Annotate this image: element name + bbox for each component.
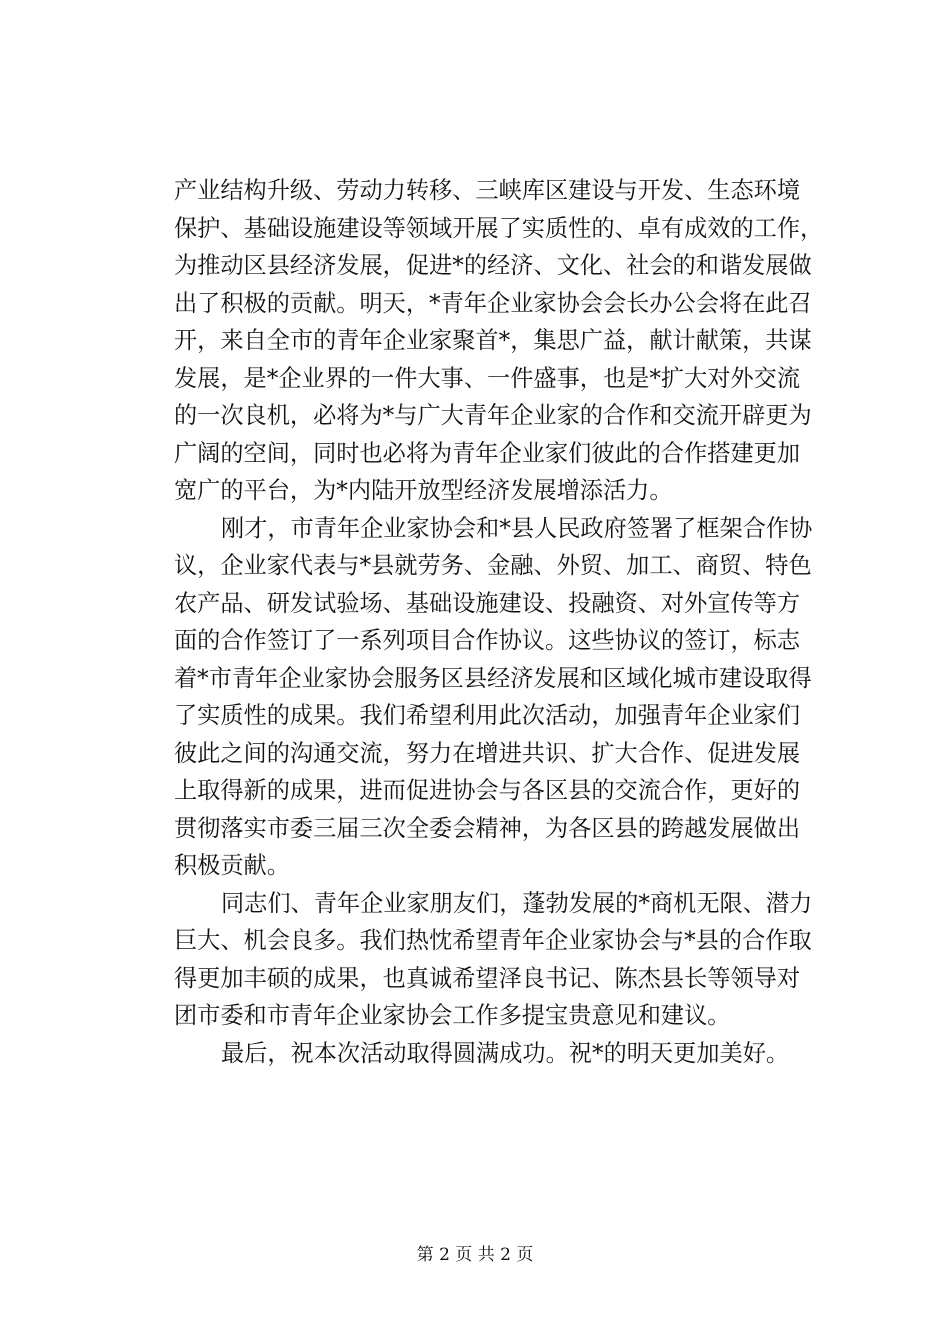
text-line: 面的合作签订了一系列项目合作协议。这些协议的签订，标志 xyxy=(174,627,801,654)
text-line: 开，来自全市的青年企业家聚首*，集思广益，献计献策，共谋 xyxy=(174,327,812,354)
text-line: 贯彻落实市委三届三次全委会精神，为各区县的跨越发展做出 xyxy=(174,814,801,842)
document-body xyxy=(174,172,824,1072)
text-line: 发展，是*企业界的一件大事、一件盛事，也是*扩大对外交流 xyxy=(174,364,801,392)
paragraph-first-line: 刚才，市青年企业家协会和*县人民政府签署了框架合作协 xyxy=(221,514,813,542)
text-line: 团市委和市青年企业家协会工作多提宝贵意见和建议。 xyxy=(174,1002,731,1029)
text-line: 得更加丰硕的成果，也真诚希望泽良书记、陈杰县长等领导对 xyxy=(174,964,801,992)
text-line: 为推动区县经济发展，促进*的经济、文化、社会的和谐发展做 xyxy=(174,252,812,279)
paragraph-first-line: 同志们、青年企业家朋友们，蓬勃发展的*商机无限、潜力 xyxy=(221,889,813,917)
text-line: 议，企业家代表与*县就劳务、金融、外贸、加工、商贸、特色 xyxy=(174,552,812,579)
paragraph-first-line: 最后，祝本次活动取得圆满成功。祝*的明天更加美好。 xyxy=(221,1039,790,1067)
text-line: 彼此之间的沟通交流，努力在增进共识、扩大合作、促进发展 xyxy=(174,739,801,767)
text-line: 上取得新的成果，进而促进协会与各区县的交流合作，更好的 xyxy=(174,777,801,804)
text-line: 保护、基础设施建设等领域开展了实质性的、卓有成效的工作， xyxy=(174,214,824,242)
text-line: 巨大、机会良多。我们热忱希望青年企业家协会与*县的合作取 xyxy=(174,927,812,954)
text-line: 产业结构升级、劳动力转移、三峡库区建设与开发、生态环境 xyxy=(174,177,801,204)
text-line: 广阔的空间，同时也必将为青年企业家们彼此的合作搭建更加 xyxy=(174,439,801,467)
page-number-footer: 第 2 页 共 2 页 xyxy=(416,1245,534,1265)
text-line: 了实质性的成果。我们希望利用此次活动，加强青年企业家们 xyxy=(174,702,801,729)
text-line: 宽广的平台，为*内陆开放型经济发展增添活力。 xyxy=(174,477,673,504)
text-line: 出了积极的贡献。明天，*青年企业家协会会长办公会将在此召 xyxy=(174,289,812,317)
text-line: 着*市青年企业家协会服务区县经济发展和区域化城市建设取得 xyxy=(174,664,812,692)
text-line: 农产品、研发试验场、基础设施建设、投融资、对外宣传等方 xyxy=(174,589,801,617)
text-line: 的一次良机，必将为*与广大青年企业家的合作和交流开辟更为 xyxy=(174,402,812,429)
text-line: 积极贡献。 xyxy=(174,852,290,879)
